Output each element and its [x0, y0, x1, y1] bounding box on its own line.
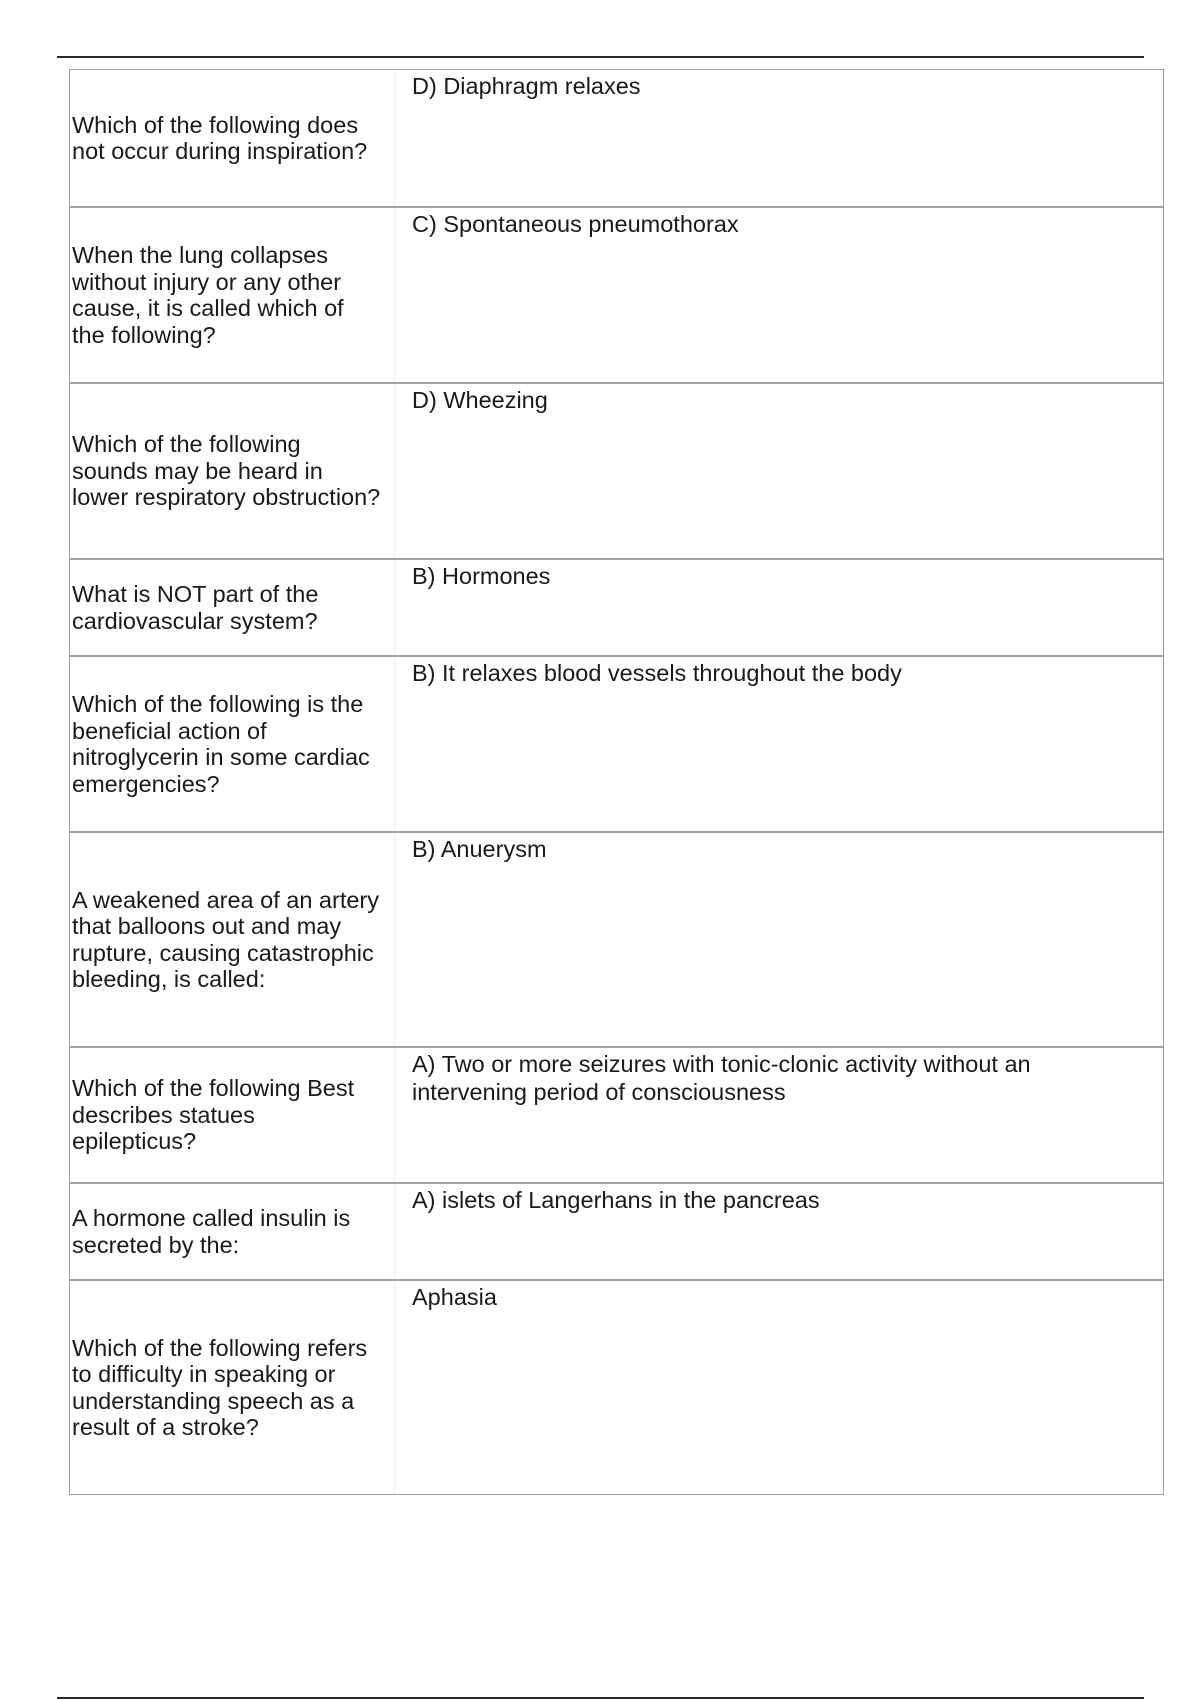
table-row — [70, 70, 1163, 206]
question-text: A hormone called insulin is secreted by the: — [72, 1205, 351, 1258]
answer-text: C) Spontaneous pneumothorax — [412, 211, 739, 237]
question-text: Which of the following sounds may be heard in lower respiratory obstruction? — [72, 431, 381, 511]
table-row — [70, 558, 1163, 655]
answer-cell — [395, 208, 1163, 382]
answer-text: A) islets of Langerhans in the pancreas — [412, 1187, 820, 1213]
answer-text: D) Diaphragm relaxes — [412, 73, 641, 99]
table-row — [70, 206, 1163, 382]
answer-cell — [395, 560, 1163, 655]
answer-cell — [395, 1281, 1163, 1494]
question-text: Which of the following Best describes statues epilepticus? — [72, 1075, 355, 1155]
answer-text: A) Two or more seizures with tonic-clonic activity without an intervening period of consciousness — [412, 1051, 1031, 1105]
question-cell — [70, 1184, 395, 1279]
qa-table — [69, 69, 1164, 1495]
question-cell — [70, 208, 395, 382]
answer-cell — [395, 657, 1163, 831]
question-cell — [70, 70, 395, 206]
answer-cell — [395, 1048, 1163, 1182]
answer-cell — [395, 70, 1163, 206]
question-cell — [70, 1281, 395, 1494]
footer-rule — [57, 1697, 1144, 1699]
question-text: When the lung collapses without injury or any other cause, it is called which of the following? — [72, 242, 344, 348]
header-rule — [57, 56, 1144, 58]
answer-text: B) Hormones — [412, 563, 551, 589]
table-row — [70, 1046, 1163, 1182]
answer-cell — [395, 1184, 1163, 1279]
answer-text: D) Wheezing — [412, 387, 548, 413]
answer-cell — [395, 384, 1163, 558]
answer-cell — [395, 833, 1163, 1046]
table-row — [70, 655, 1163, 831]
question-text: What is NOT part of the cardiovascular system? — [72, 581, 319, 634]
question-cell — [70, 833, 395, 1046]
answer-text: B) It relaxes blood vessels throughout the body — [412, 660, 902, 686]
question-cell — [70, 657, 395, 831]
question-text: Which of the following is the beneficial action of nitroglycerin in some cardiac emergencies? — [72, 691, 370, 797]
question-cell — [70, 1048, 395, 1182]
table-row — [70, 1182, 1163, 1279]
question-cell — [70, 384, 395, 558]
question-text: Which of the following refers to difficulty in speaking or understanding speech as a result of a stroke? — [72, 1334, 368, 1440]
table-row — [70, 831, 1163, 1046]
answer-text: Aphasia — [412, 1284, 497, 1310]
table-row — [70, 382, 1163, 558]
question-cell — [70, 560, 395, 655]
table-row — [70, 1279, 1163, 1494]
question-text: Which of the following does not occur during inspiration? — [72, 111, 368, 164]
question-text: A weakened area of an artery that balloons out and may rupture, causing catastrophic bleeding, is called: — [72, 886, 380, 992]
answer-text: B) Anuerysm — [412, 836, 547, 862]
